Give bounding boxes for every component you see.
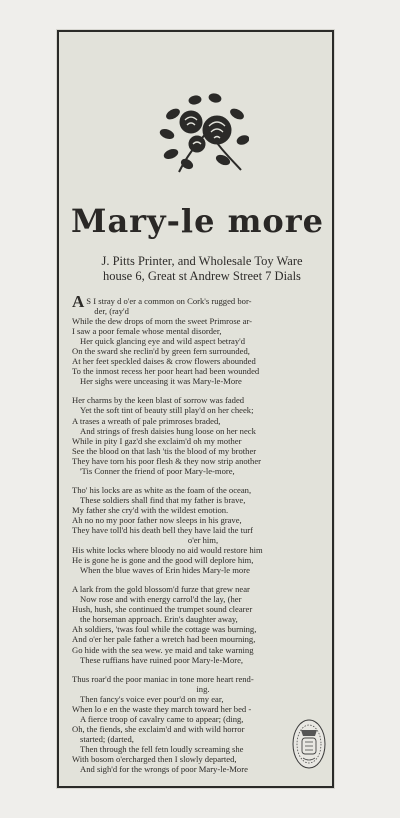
verse-line: These soldiers shall find that my father is brave, [80, 494, 246, 505]
verse-line: To the inmost recess her poor heart had been wounded [72, 366, 260, 377]
broadside-sheet [57, 30, 334, 788]
verse-line: Thus roar'd the poor maniac in tone more heart rend- [72, 673, 254, 684]
verse-line: Tho' his locks are as white as the foam of the ocean, [72, 484, 252, 495]
verse-line: And o'er her pale father a wretch had been mourning, [72, 634, 256, 645]
stanza-2 [72, 395, 334, 475]
verse-line: When the blue waves of Erin hides Mary-le more [80, 565, 250, 576]
verse-line: 'Tis Conner the friend of poor Mary-le-more, [80, 465, 235, 476]
verse-line: Her quick glancing eye and wild aspect betray'd [80, 336, 246, 347]
verse-line: With bosom o'ercharged then I slowly departed, [72, 753, 237, 764]
printer-imprint [75, 254, 329, 284]
verse-line: Now rose and with energy carrol'd the lay, (her [80, 594, 242, 605]
rose-woodcut-icon [159, 92, 249, 174]
verse-line: Her sighs were unceasing it was Mary-le-More [80, 376, 242, 387]
verse-line: And strings of fresh daisies hung loose on her neck [80, 425, 256, 436]
verse-line: At her feet speckled daises & crow flowers abounded [72, 356, 256, 367]
verse-line: A trases a wreath of pale primroses braded, [72, 415, 221, 426]
verse-line: My father she cry'd with the wildest emotion. [72, 504, 229, 515]
verse-line: A lark from the gold blossom'd furze that grew near [72, 584, 250, 595]
verse-line: They have torn his poor flesh & they now strip another [72, 455, 262, 466]
stanza-4 [72, 584, 334, 664]
drop-capital: A [72, 292, 85, 311]
verse-line: Then through the fell fetn loudly screaming she [80, 743, 244, 754]
verse-line: Ah soldiers, 'twas foul while the cottage was burning, [72, 624, 257, 635]
verse-line: Oh, the fiends, she exclaim'd and with wild horror [72, 723, 245, 734]
verse-line: Yet the soft tint of beauty still play'd on her cheek; [80, 405, 254, 416]
verse-line: I saw a poor female whose mental disorder, [72, 326, 222, 337]
verse-line: While the dew drops of morn the sweet Primrose ar- [72, 316, 253, 327]
stanza-1 [72, 292, 334, 387]
library-stamp-icon [292, 718, 326, 770]
verse-line: Then fancy's voice ever pour'd on my ear, [80, 693, 224, 704]
imprint-line-2: house 6, Great st Andrew Street 7 Dials [103, 269, 301, 283]
verse-line: When lo e en the waste they march toward her bed - [72, 703, 252, 714]
verse-line: S I stray d o'er a common on Cork's rugged bor- [86, 296, 252, 306]
verse-line: Hush, hush, she continued the trumpet sound clearer [72, 604, 253, 615]
verse-line: Go hide with the sea wew. ye maid and take warning [72, 644, 254, 655]
ballad-title: Mary-le more [71, 202, 324, 240]
verse-line: See the blood on that lash 'tis the blood of my brother [72, 445, 257, 456]
verse-line: They have toll'd his death bell they have laid the turf [72, 524, 254, 535]
verse-line: the horseman approach. Erin's daughter away, [80, 614, 238, 625]
verse-line: A fierce troop of cavalry came to appear; (ding, [80, 713, 244, 724]
verse-line: der, (ray'd [94, 306, 129, 317]
verse-line: He is gone he is gone and the good will deplore him, [72, 555, 254, 566]
verse-line: While in pity I gaz'd she exclaim'd oh my mother [72, 435, 242, 446]
verse-line: On the sward she reclin'd by green fern surrounded, [72, 346, 250, 357]
verse-line: And sigh'd for the wrongs of poor Mary-le-More [80, 764, 248, 775]
imprint-line-1: J. Pitts Printer, and Wholesale Toy Ware [101, 254, 303, 268]
verse-line: His white locks where bloody no aid would restore him [72, 545, 263, 556]
ballad-text [72, 292, 334, 783]
verse-line: started; (darted, [80, 733, 134, 744]
verse-line: o'er him, [187, 535, 219, 546]
verse-line: ing. [196, 683, 210, 694]
verse-line: Her charms by the keen blast of sorrow was faded [72, 395, 245, 406]
verse-line: Ah no no my poor father now sleeps in his grave, [72, 514, 242, 525]
stanza-3 [72, 485, 334, 575]
verse-line: These ruffians have ruined poor Mary-le-More, [80, 654, 244, 665]
